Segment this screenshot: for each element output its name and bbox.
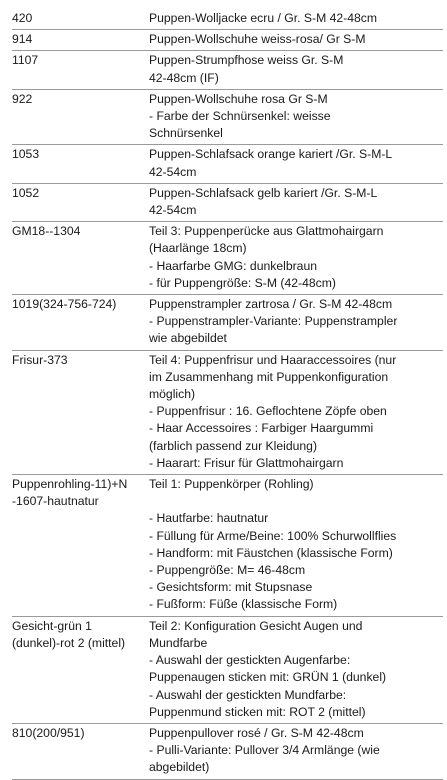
item-description-line: - Hautfarbe: hautnatur [149,511,269,526]
item-description-line: - Haar Accessoires : Farbiger Haargummi [149,421,374,436]
table-row [12,616,443,723]
item-description-cell [149,89,443,145]
item-code-cell [12,222,149,295]
item-description-cell [149,350,443,474]
table-row [12,89,443,145]
item-description-line: Puppen-Schlafsack orange kariert /Gr. S-M-L [149,147,393,162]
item-code: 810(200/951) [12,725,85,740]
item-description-line: abgebildet) [149,760,210,775]
item-description-line: möglich) [149,387,196,402]
item-description-line: Puppen-Wollschuhe weiss-rosa/ Gr S-M [149,32,366,47]
item-code-cell [12,51,149,89]
item-description-cell [149,9,443,30]
item-description-line: Puppenpullover rosé / Gr. S-M 42-48cm [149,725,364,740]
item-description-line: - Pulli-Variante: Pullover 3/4 Armlänge (wie [149,743,380,758]
table-row [12,723,443,779]
item-description-cell [149,616,443,723]
item-description-line: Puppenmund sticken mit: ROT 2 (mittel) [149,704,366,719]
item-description-line [149,493,443,510]
item-description-cell [149,51,443,89]
item-description-line: 42-48cm (IF) [149,70,219,85]
item-code: (dunkel)-rot 2 (mittel) [12,635,126,650]
item-description-line: im Zusammenhang mit Puppenkonfiguration [149,369,389,384]
item-code-cell [12,89,149,145]
item-code: Frisur-373 [12,352,68,367]
table-row [12,350,443,474]
item-description-line: (Haarlänge 18cm) [149,241,247,256]
item-description-line: - Puppenstrampler-Variante: Puppenstrampler [149,314,398,329]
item-description-line: - Haarart: Frisur für Glattmohairgarn [149,455,344,470]
item-description-line: Teil 2: Konfiguration Gesicht Augen und [149,618,363,633]
item-description-line: Puppenstrampler zartrosa / Gr. S-M 42-48cm [149,297,393,312]
item-code-cell [12,295,149,351]
item-description-line: - Auswahl der gestickten Augenfarbe: [149,653,351,668]
item-code: 1019(324-756-724) [12,297,117,312]
item-code: 1052 [12,185,40,200]
item-description-line: - Gesichtsform: mit Stupsnase [149,580,313,595]
item-code-cell [12,30,149,51]
item-description-cell [149,183,443,221]
item-description-line: Puppen-Strumpfhose weiss Gr. S-M [149,53,344,68]
item-description-line: - Fußform: Füße (klassische Form) [149,597,338,612]
item-description-line: Puppen-Wollschuhe rosa Gr S-M [149,91,328,106]
item-code: 1053 [12,147,40,162]
item-code: Puppenrohling-11)+N [12,477,128,492]
item-description-cell [149,145,443,183]
item-code: 1107 [12,53,39,68]
item-description-line: wie abgebildet [149,331,227,346]
item-code-cell [12,145,149,183]
item-code: 922 [12,91,33,106]
item-description-line: Puppenaugen sticken mit: GRÜN 1 (dunkel) [149,670,387,685]
item-code: -1607-hautnatur [12,494,99,509]
item-description-line: - Füllung für Arme/Beine: 100% Schurwollflies [149,528,397,543]
item-description-cell [149,30,443,51]
item-code-cell [12,9,149,30]
order-items-table [12,9,443,780]
item-description-line: Teil 4: Puppenfrisur und Haaraccessoires (nur [149,352,397,367]
item-description-line: 42-54cm [149,164,197,179]
item-code-cell [12,723,149,779]
item-description-cell [149,295,443,351]
table-row [12,30,443,51]
item-code: 420 [12,11,33,25]
item-description-cell [149,222,443,295]
table-row [12,9,443,30]
table-row [12,145,443,183]
item-description-line: - Puppenfrisur : 16. Geflochtene Zöpfe oben [149,404,387,419]
item-description-line: Teil 3: Puppenperücke aus Glattmohairgarn [149,224,384,239]
item-description-line: - Haarfarbe GMG: dunkelbraun [149,258,317,273]
table-row [12,51,443,89]
item-code-cell [12,475,149,617]
item-description-line: - Puppengröße: M= 46-48cm [149,563,306,578]
item-description-line: Puppen-Schlafsack gelb kariert /Gr. S-M-L [149,185,378,200]
item-code: Gesicht-grün 1 [12,618,92,633]
item-code: 914 [12,32,33,47]
item-description-line: - für Puppengröße: S-M (42-48cm) [149,275,336,290]
item-description-line: - Handform: mit Fäustchen (klassische Form) [149,545,393,560]
item-description-line: - Auswahl der gestickten Mundfarbe: [149,687,347,702]
item-code: GM18--1304 [12,224,81,239]
item-description-line: Mundfarbe [149,635,208,650]
item-description-line: Puppen-Wolljacke ecru / Gr. S-M 42-48cm [149,11,378,25]
item-description-cell [149,723,443,779]
table-row [12,222,443,295]
item-description-line: - Farbe der Schnürsenkel: weisse [149,109,331,124]
order-items-body [12,9,443,779]
item-code-cell [12,183,149,221]
item-description-line: (farblich passend zur Kleidung) [149,438,318,453]
table-row [12,295,443,351]
table-row [12,183,443,221]
item-code-cell [12,350,149,474]
table-row [12,475,443,617]
item-description-line: Schnürsenkel [149,126,223,141]
item-description-line: 42-54cm [149,203,197,218]
item-description-cell [149,475,443,617]
item-description-line: Teil 1: Puppenkörper (Rohling) [149,477,314,492]
item-code-cell [12,616,149,723]
